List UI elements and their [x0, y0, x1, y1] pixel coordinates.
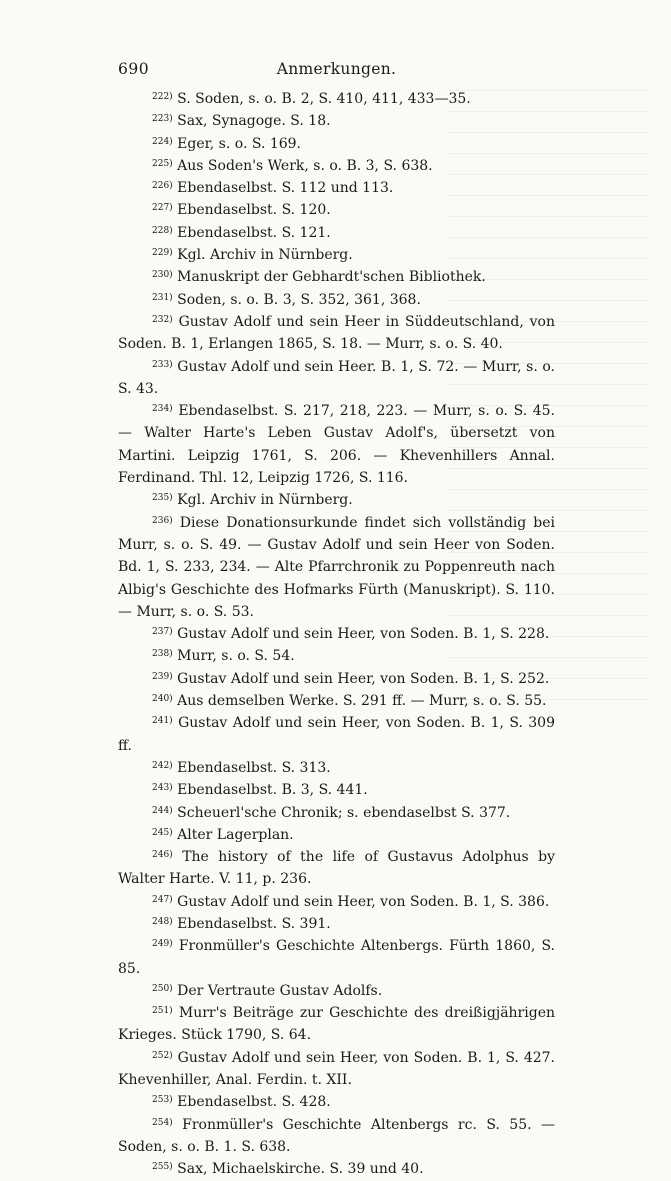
- footnote-number: 240): [152, 694, 173, 705]
- footnote-text: Aus demselben Werke. S. 291 ff. — Murr, s. o. S. 55.: [177, 693, 547, 710]
- footnote-number: 226): [152, 181, 173, 192]
- footnote-text: Ebendaselbst. S. 121.: [177, 224, 331, 241]
- footnote: [118, 913, 555, 935]
- footnote-text: Kgl. Archiv in Nürnberg.: [177, 247, 353, 264]
- footnote: [118, 779, 555, 801]
- footnote: [118, 1047, 555, 1092]
- footnote: [118, 222, 555, 244]
- footnote-text: Gustav Adolf und sein Heer, von Soden. B. 1, S. 252.: [177, 670, 550, 687]
- footnote-number: 225): [152, 158, 173, 169]
- footnote: [118, 356, 555, 401]
- footnote: [118, 1091, 555, 1113]
- footnote-text: Alter Lagerplan.: [177, 826, 294, 843]
- footnote-text: Scheuerl'sche Chronik; s. ebendaselbst S. 377.: [177, 804, 511, 821]
- footnote: [118, 980, 555, 1002]
- footnote: [118, 645, 555, 667]
- footnote-number: 230): [152, 270, 173, 281]
- footnote: [118, 289, 555, 311]
- footnote-number: 254): [152, 1117, 173, 1128]
- footnote: [118, 110, 555, 132]
- running-title: Anmerkungen.: [276, 60, 397, 78]
- footnote: [118, 1114, 555, 1159]
- footnote-text: Ebendaselbst. S. 313.: [177, 759, 331, 776]
- footnote-text: Gustav Adolf und sein Heer, von Soden. B. 1, S. 427. Khevenhiller, Anal. Ferdin. t. XII.: [118, 1049, 555, 1089]
- footnote-text: Gustav Adolf und sein Heer, von Soden. B. 1, S. 386.: [177, 893, 550, 910]
- footnote-number: 243): [152, 783, 173, 794]
- footnote-number: 253): [152, 1095, 173, 1106]
- footnote-text: Kgl. Archiv in Nürnberg.: [177, 492, 353, 509]
- footnote-number: 255): [152, 1162, 173, 1173]
- footnote-text: Murr's Beiträge zur Geschichte des dreißigjährigen Krieges. Stück 1790, S. 64.: [118, 1005, 555, 1044]
- footnote-number: 228): [152, 225, 173, 236]
- footnote-text: Fronmüller's Geschichte Altenbergs. Fürth 1860, S. 85.: [118, 938, 556, 977]
- footnote: [118, 489, 555, 511]
- footnote-text: Gustav Adolf und sein Heer, von Soden. B. 1, S. 228.: [177, 626, 550, 643]
- footnote-text: Fronmüller's Geschichte Altenbergs rc. S. 55. — Soden, s. o. B. 1. S. 638.: [118, 1116, 555, 1155]
- footnote-number: 237): [152, 627, 173, 638]
- footnote-text: Aus Soden's Werk, s. o. B. 3, S. 638.: [177, 157, 433, 174]
- page-header: [118, 60, 555, 80]
- footnote-number: 245): [152, 827, 173, 838]
- footnote: [118, 512, 555, 623]
- footnote-text: Ebendaselbst. S. 120.: [177, 202, 331, 219]
- footnote-text: Ebendaselbst. S. 391.: [177, 915, 331, 932]
- footnote-text: Ebendaselbst. S. 428.: [177, 1094, 331, 1111]
- footnote: [118, 199, 555, 221]
- footnote-text: Ebendaselbst. S. 112 und 113.: [177, 180, 394, 197]
- footnote-text: The history of the life of Gustavus Adolphus by Walter Harte. V. 11, p. 236.: [118, 849, 555, 888]
- footnote-number: 229): [152, 248, 173, 259]
- footnote-number: 250): [152, 983, 173, 994]
- footnote-number: 251): [152, 1006, 173, 1017]
- footnote: [118, 757, 555, 779]
- footnote-text: Gustav Adolf und sein Heer, von Soden. B. 1, S. 309 ff.: [118, 715, 556, 754]
- footnote-number: 235): [152, 493, 173, 504]
- footnote-number: 246): [152, 850, 173, 861]
- page-number: 690: [118, 60, 150, 78]
- footnote: [118, 88, 555, 110]
- footnote: [118, 824, 555, 846]
- footnote-number: 234): [152, 404, 173, 415]
- footnote: [118, 1002, 555, 1047]
- footnote: [118, 155, 555, 177]
- footnote-number: 252): [152, 1050, 173, 1061]
- footnote-text: Murr, s. o. S. 54.: [177, 648, 295, 665]
- footnote-number: 224): [152, 136, 173, 147]
- footnote-text: Sax, Synagoge. S. 18.: [177, 113, 331, 130]
- footnote-text: Gustav Adolf und sein Heer in Süddeutschland, von Soden. B. 1, Erlangen 1865, S. 18. — Murr, s. o. S. 40.: [118, 313, 555, 353]
- footnote: [118, 668, 555, 690]
- footnote: [118, 690, 555, 712]
- footnote-number: 223): [152, 114, 173, 125]
- footnote: [118, 1158, 555, 1180]
- footnote-text: Ebendaselbst. S. 217, 218, 223. — Murr, s. o. S. 45. — Walter Harte's Leben Gustav Adolf's, übersetzt von Martini. Leipzig 1761, S. 206. — Khevenhillers Annal. Ferdinand. Thl. 12, Leipzig 1726, S. 116.: [118, 403, 556, 487]
- footnote-text: Sax, Michaelskirche. S. 39 und 40.: [177, 1161, 424, 1178]
- footnote-number: 233): [152, 359, 173, 370]
- footnote-number: 232): [152, 314, 173, 325]
- footnote-number: 236): [152, 515, 173, 526]
- footnote-text: Diese Donationsurkunde findet sich vollständig bei Murr, s. o. S. 49. — Gustav Adolf und sein Heer von Soden. Bd. 1, S. 233, 234. — Alte Pfarrchronik zu Poppenreuth nach Albig's Geschichte des Hofmarks Fürth (Manuskript). S. 110. — Murr, s. o. S. 53.: [118, 514, 555, 620]
- footnote-list: [118, 88, 555, 1181]
- footnote-text: Eger, s. o. S. 169.: [177, 135, 302, 152]
- footnote: [118, 891, 555, 913]
- footnote-text: Der Vertraute Gustav Adolfs.: [177, 982, 383, 999]
- footnote-text: Ebendaselbst. B. 3, S. 441.: [177, 782, 368, 799]
- footnote: [118, 846, 555, 891]
- footnote-number: 227): [152, 203, 173, 214]
- footnote-number: 239): [152, 671, 173, 682]
- footnote: [118, 802, 555, 824]
- footnote: [118, 400, 555, 489]
- footnote-text: Soden, s. o. B. 3, S. 352, 361, 368.: [177, 291, 421, 308]
- footnote-number: 248): [152, 916, 173, 927]
- footnote-text: Manuskript der Gebhardt'schen Bibliothek.: [177, 269, 486, 286]
- footnote: [118, 935, 555, 980]
- footnote-number: 247): [152, 894, 173, 905]
- footnote-number: 241): [152, 716, 173, 727]
- footnote-number: 222): [152, 92, 173, 102]
- footnote-text: Gustav Adolf und sein Heer. B. 1, S. 72. — Murr, s. o. S. 43.: [118, 358, 555, 397]
- footnote: [118, 623, 555, 645]
- footnote-number: 249): [152, 939, 173, 950]
- footnote-text: S. Soden, s. o. B. 2, S. 410, 411, 433—35.: [177, 91, 471, 107]
- footnote-number: 238): [152, 649, 173, 660]
- footnote: [118, 712, 555, 757]
- footnote: [118, 311, 555, 356]
- footnote-number: 244): [152, 805, 173, 816]
- footnote: [118, 177, 555, 199]
- footnote-number: 231): [152, 292, 173, 303]
- footnote: [118, 266, 555, 288]
- footnote: [118, 133, 555, 155]
- footnote-number: 242): [152, 760, 173, 771]
- footnote: [118, 244, 555, 266]
